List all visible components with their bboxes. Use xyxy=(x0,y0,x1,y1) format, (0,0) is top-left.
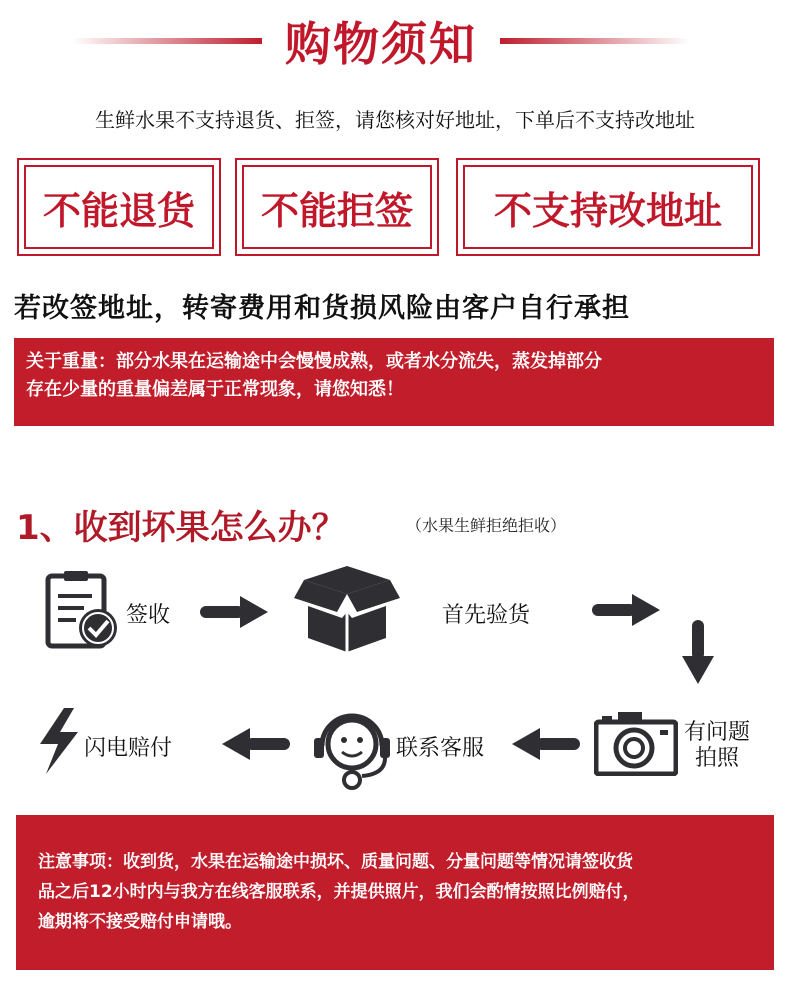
footer-notice-line: 品之后12小时内与我方在线客服联系，并提供照片，我们会酌情按照比例赔付， xyxy=(38,882,640,902)
flow-step-sign: 签收 xyxy=(126,603,171,628)
page-title: 购物须知 xyxy=(285,17,477,71)
policy-box-label: 不能退货 xyxy=(24,165,214,249)
footer-notice-line: 注意事项：收到货，水果在运输途中损坏、质量问题、分量问题等情况请签收货 xyxy=(38,852,633,872)
weight-notice-line: 关于重量：部分水果在运输途中会慢慢成熟，或者水分流失，蒸发掉部分 xyxy=(26,351,602,372)
weight-notice xyxy=(14,338,774,426)
clipboard-check-icon xyxy=(44,570,120,650)
arrow-right-icon xyxy=(198,596,270,632)
arrow-left-icon xyxy=(220,728,292,764)
footer-notice-line: 逾期将不接受赔付申请哦。 xyxy=(38,912,242,932)
arrow-down-icon xyxy=(682,618,714,690)
policy-box-label: 不支持改地址 xyxy=(463,165,753,249)
headset-support-icon xyxy=(312,704,392,790)
flow-step-photo-line: 拍照 xyxy=(695,746,740,771)
flow-step-inspect: 首先验货 xyxy=(442,603,531,628)
arrow-left-icon xyxy=(510,728,582,764)
title-divider-right xyxy=(500,38,690,44)
flow-step-compensate: 闪电赔付 xyxy=(84,736,173,761)
footer-notice xyxy=(16,815,774,970)
flow-step-photo xyxy=(684,720,750,772)
section-title: 1、收到坏果怎么办？ xyxy=(16,508,346,548)
flow-step-contact: 联系客服 xyxy=(396,736,485,761)
flow-step-photo-line: 有问题 xyxy=(684,720,751,745)
package-box-icon xyxy=(292,562,402,654)
policy-box-no-address-change xyxy=(456,158,760,256)
policy-box-label: 不能拒签 xyxy=(242,165,432,249)
title-divider-left xyxy=(72,38,262,44)
policy-box-no-reject xyxy=(235,158,439,256)
arrow-right-icon xyxy=(590,594,662,630)
policy-box-no-return xyxy=(17,158,221,256)
lightning-icon xyxy=(34,708,82,774)
address-change-note: 若改签地址，转寄费用和货损风险由客户自行承担 xyxy=(14,293,630,324)
section-subtitle: （水果生鲜拒绝拒收） xyxy=(406,516,567,535)
page-subtitle: 生鲜水果不支持退货、拒签，请您核对好地址，下单后不支持改地址 xyxy=(95,108,695,132)
weight-notice-line: 存在少量的重量偏差属于正常现象，请您知悉！ xyxy=(26,379,404,400)
camera-icon xyxy=(594,710,678,776)
